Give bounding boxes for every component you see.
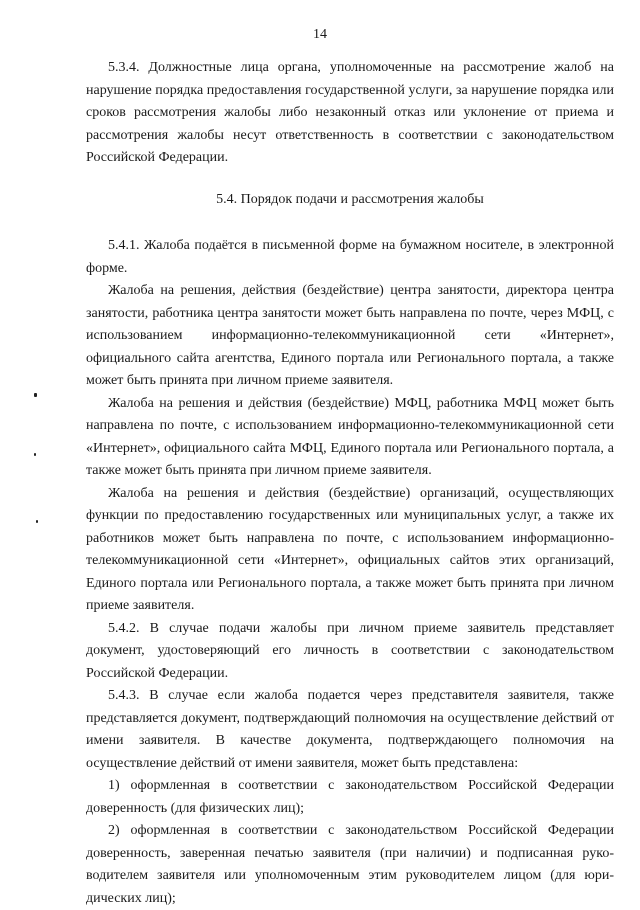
margin-speck-mark [34,453,36,456]
margin-speck-mark [36,520,38,523]
paragraph-5-3-4: 5.3.4. Должностные лица органа, уполномоченные на рассмотрение жалоб на нарушение порядка предоставления государственной услуги, за нарушение порядка или сроков рассмотрения жалобы либо незаконный отказ или уклонение от приема и рассмотрения жалобы несут ответственность в соответствии с законодательством Российской Федерации. [86,60,614,165]
paragraph-employment-center-complaint: Жалоба на решения, действия (бездействие) центра занятости, директора центра занятости, работника центра занятости может быть направлена по почте, через МФЦ, с использованием информационно-телекоммуникационной сети «Интернет», официального сайта агентства, Единого портала или Регионального портала, а также может быть принята при личном приеме заявителя. [86,283,614,388]
paragraph-5-4-2: 5.4.2. В случае подачи жалобы при личном приеме заявитель представляет документ, удостоверяющий его личность в соответствии с законодательством Российской Федерации. [86,620,614,681]
paragraph-mfc-complaint: Жалоба на решения и действия (бездействие) МФЦ, работника МФЦ может быть направлена по почте, с использованием информационно-телекоммуникационной сети «Интернет», официального сайта МФЦ, Единого портала или Регионального портала, а также может быть принята при личном приеме заявителя. [86,395,614,478]
section-heading-5-4: 5.4. Порядок подачи и рассмотрения жалобы [216,191,484,207]
list-item-2: 2) оформленная в соответствии с законодательством Российской Федерации доверенность, заверенная печатью заявителя (при наличии) и подписанная руководителем заявителя или уполномоченным этим руководителем лицом (для юридических лиц); [86,823,614,906]
document-body [86,57,614,910]
margin-speck-mark [34,393,37,397]
list-item-1: 1) оформленная в соответствии с законодательством Российской Федерации доверенность (для физических лиц); [86,778,614,816]
paragraph-organization-complaint: Жалоба на решения и действия (бездействие) организаций, осуществляющих функции по предоставлению государственных или муниципальных услуг, а также их работников может быть направлена по почте, с использованием информационно-телекоммуникационной сети «Интернет», официальных сайтов этих организаций, Единого портала или Регионального портала, а также может быть принята при личном приеме заявителя. [86,485,614,613]
paragraph-5-4-3: 5.4.3. В случае если жалоба подается через представителя заявителя, также представляется документ, подтверждающий полномочия на осуществление действий от имени заявителя. В качестве документа, подтверждающего полномочия на осуществление действий от имени заявителя, может быть представлена: [86,688,614,771]
page-number: 14 [313,27,327,42]
paragraph-5-4-1: 5.4.1. Жалоба подаётся в письменной форме на бумажном носителе, в электронной форме. [86,238,614,276]
